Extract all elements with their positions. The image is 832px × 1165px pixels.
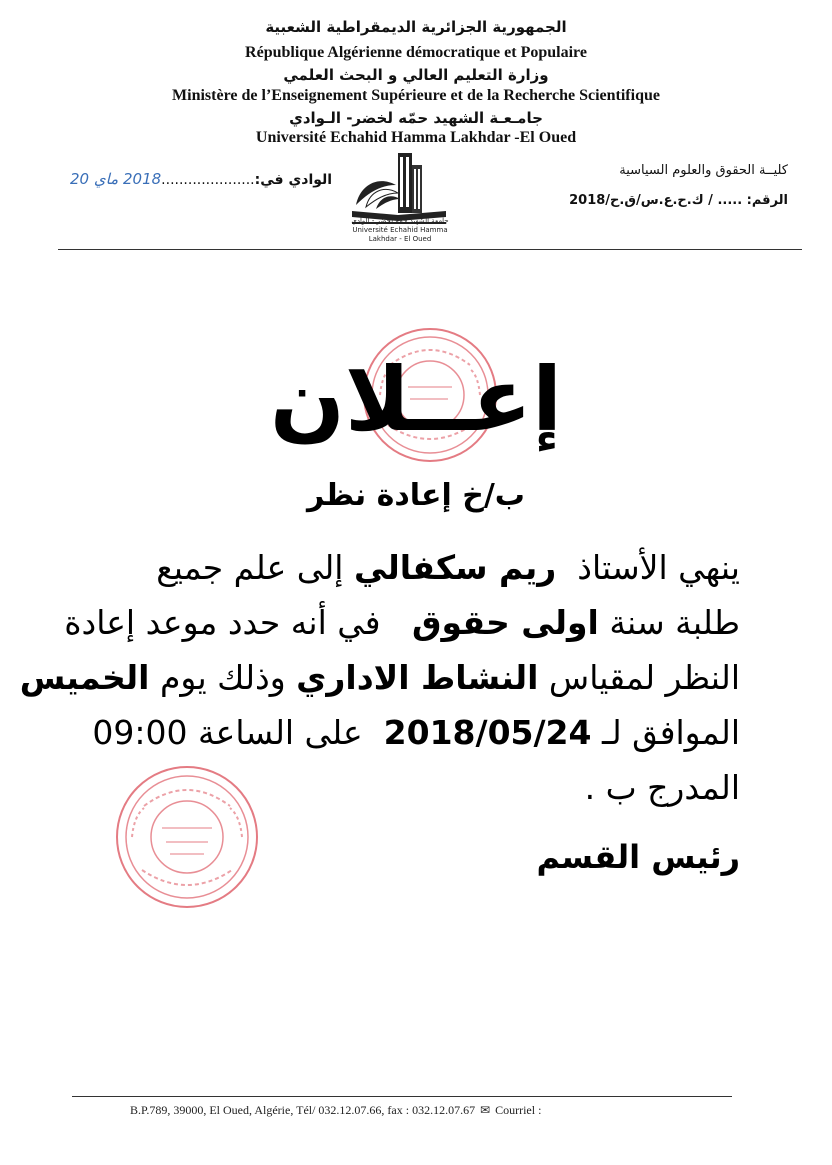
body-line-4 [92, 713, 740, 752]
day-name: الخميس [19, 658, 150, 697]
department-stamp-icon [112, 762, 262, 912]
logo-caption-fr: Université Echahid Hamma Lakhdar - El Oued [352, 226, 448, 243]
student-level: اولى حقوق [412, 603, 599, 642]
date-label: الوادي في: [254, 172, 333, 188]
professor-name: ريم سكفالي [353, 548, 557, 587]
announcement-title: إعــلان [269, 348, 563, 451]
body-text: على الساعة [197, 713, 363, 752]
announcement-subtitle: ب/خ إعادة نظر [307, 478, 525, 513]
body-line-3 [20, 658, 740, 697]
course-name: النشاط الاداري [296, 658, 539, 697]
exam-time: 09:00 [92, 713, 188, 752]
body-text: في أنه حدد موعد إعادة [64, 603, 381, 642]
body-text: إلى علم جميع [156, 548, 344, 587]
body-line-5 [585, 768, 740, 807]
email-icon: ✉ [480, 1103, 491, 1117]
body-text: الموافق لـ [601, 713, 740, 752]
footer-contact [130, 1103, 541, 1118]
signature-title: رئيس القسم [536, 838, 740, 876]
header-university-ar: جامـعـة الشهيد حمّه لخضر- الـوادي [289, 109, 543, 127]
footer-courriel: Courriel : [495, 1103, 542, 1117]
header-country-ar: الجمهورية الجزائرية الديمقراطية الشعبية [265, 18, 567, 36]
logo-caption-ar: جامعة الشهيد حمه لخضر - الوادي [351, 217, 449, 225]
footer-address: B.P.789, 39000, El Oued, Algérie, Tél/ 032.12.07.66, fax : 032.12.07.67 [130, 1103, 476, 1117]
date-line [70, 170, 332, 188]
exam-date: 2018/05/24 [383, 713, 592, 752]
body-line-2 [64, 603, 740, 642]
faculty-name: كليــة الحقوق والعلوم السياسية [619, 163, 788, 178]
header-divider [58, 249, 802, 250]
body-text: وذلك يوم [159, 658, 286, 697]
footer-divider [72, 1096, 732, 1097]
header-ministry-fr: Ministère de l’Enseignement Supérieure et de la Recherche Scientifique [172, 87, 660, 104]
body-text: طلبة سنة [609, 603, 740, 642]
body-line-1 [156, 548, 740, 587]
header-university-fr: Université Echahid Hamma Lakhdar -El Oued [255, 129, 577, 146]
body-text: المدرج ب . [584, 768, 740, 807]
date-dots: ..................... [161, 172, 255, 188]
reference-number: الرقم: ..... / ك.ح.ع.س/ق.ح/2018 [569, 193, 788, 208]
logo-caption [340, 217, 460, 244]
body-text: النظر لمقياس [548, 658, 740, 697]
handwritten-date: 2018 ماي 20 [70, 170, 162, 188]
body-text: ينهي الأستاذ [577, 548, 740, 587]
header-country-fr: République Algérienne démocratique et Populaire [245, 44, 587, 61]
header-ministry-ar: وزارة التعليم العالي و البحث العلمي [283, 66, 549, 84]
